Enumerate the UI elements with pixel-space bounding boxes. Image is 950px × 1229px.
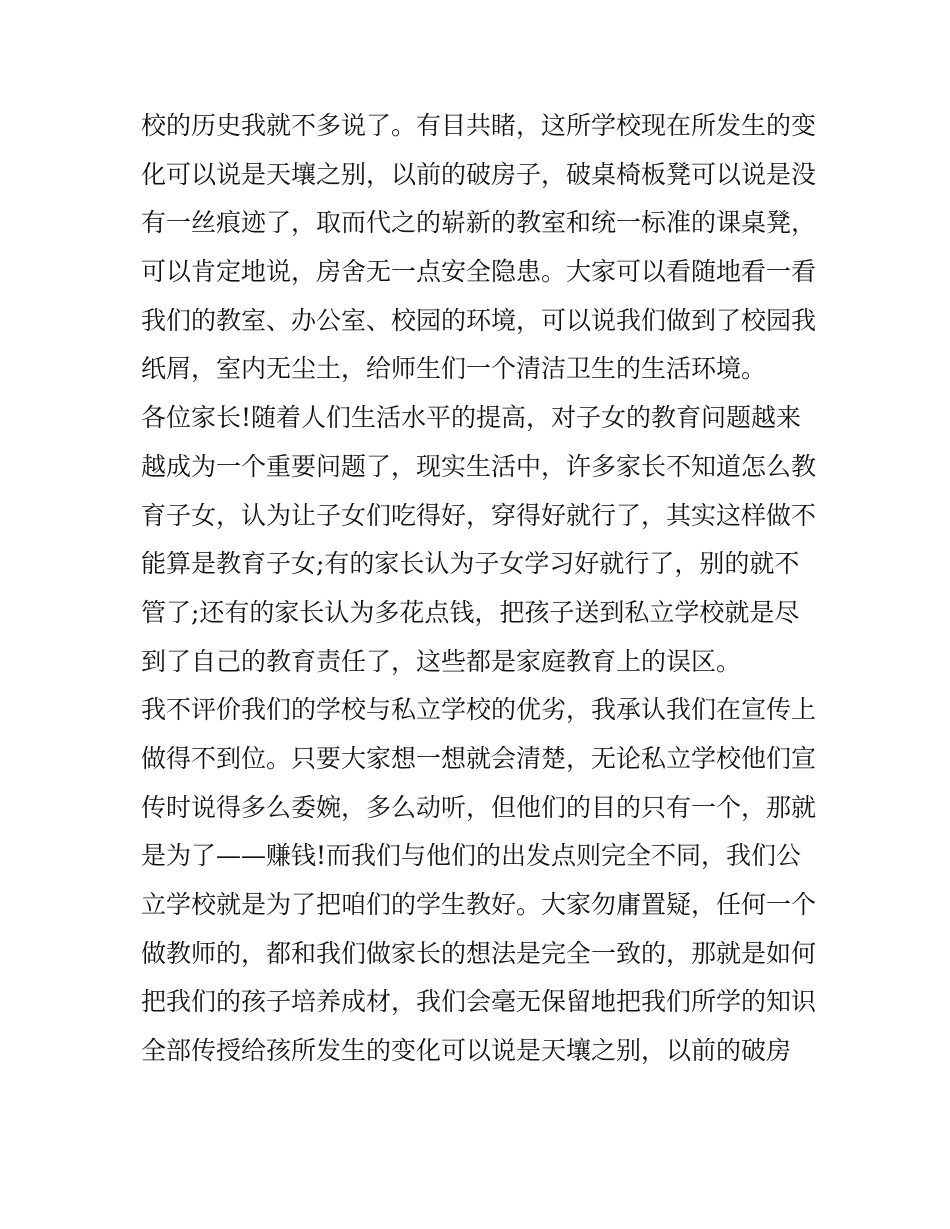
text-line: 全部传授给孩所发生的变化可以说是天壤之别，以前的破房	[141, 1036, 792, 1066]
text-line: 各位家长!随着人们生活水平的提高，对子女的教育问题越来	[141, 403, 802, 433]
text-line: 管了;还有的家长认为多花点钱，把孩子送到私立学校就是尽	[141, 597, 800, 627]
text-line: 传时说得多么委婉，多么动听，但他们的目的只有一个，那就	[141, 792, 817, 822]
text-line: 到了自己的教育责任了，这些都是家庭教育上的误区。	[141, 646, 742, 676]
text-line: 我们的教室、办公室、校园的环境，可以说我们做到了校园我	[141, 305, 817, 335]
text-line: 做教师的，都和我们做家长的想法是完全一致的，那就是如何	[141, 938, 817, 968]
text-line: 立学校就是为了把咱们的学生教好。大家勿庸置疑，任何一个	[141, 890, 817, 919]
text-line: 是为了——赚钱!而我们与他们的出发点则完全不同，我们公	[141, 841, 802, 871]
text-line: 纸屑，室内无尘土，给师生们一个清洁卫生的生活环境。	[141, 354, 767, 384]
text-line: 把我们的孩子培养成材，我们会毫无保留地把我们所学的知识	[141, 987, 817, 1017]
text-line: 有一丝痕迹了，取而代之的崭新的教室和统一标准的课桌凳，	[141, 208, 817, 238]
body-text	[141, 102, 816, 1076]
text-line: 能算是教育子女;有的家长认为子女学习好就行了，别的就不	[141, 549, 800, 579]
text-line: 可以肯定地说，房舍无一点安全隐患。大家可以看随地看一看	[141, 257, 817, 287]
text-line: 越成为一个重要问题了，现实生活中，许多家长不知道怎么教	[141, 451, 817, 481]
text-line: 育子女，认为让子女们吃得好，穿得好就行了，其实这样做不	[141, 500, 817, 530]
text-line: 校的历史我就不多说了。有目共睹，这所学校现在所发生的变	[141, 111, 817, 140]
text-line: 做得不到位。只要大家想一想就会清楚，无论私立学校他们宣	[141, 743, 817, 773]
text-line: 化可以说是天壤之别，以前的破房子，破桌椅板凳可以说是没	[141, 159, 817, 189]
text-line: 我不评价我们的学校与私立学校的优劣，我承认我们在宣传上	[141, 695, 817, 725]
